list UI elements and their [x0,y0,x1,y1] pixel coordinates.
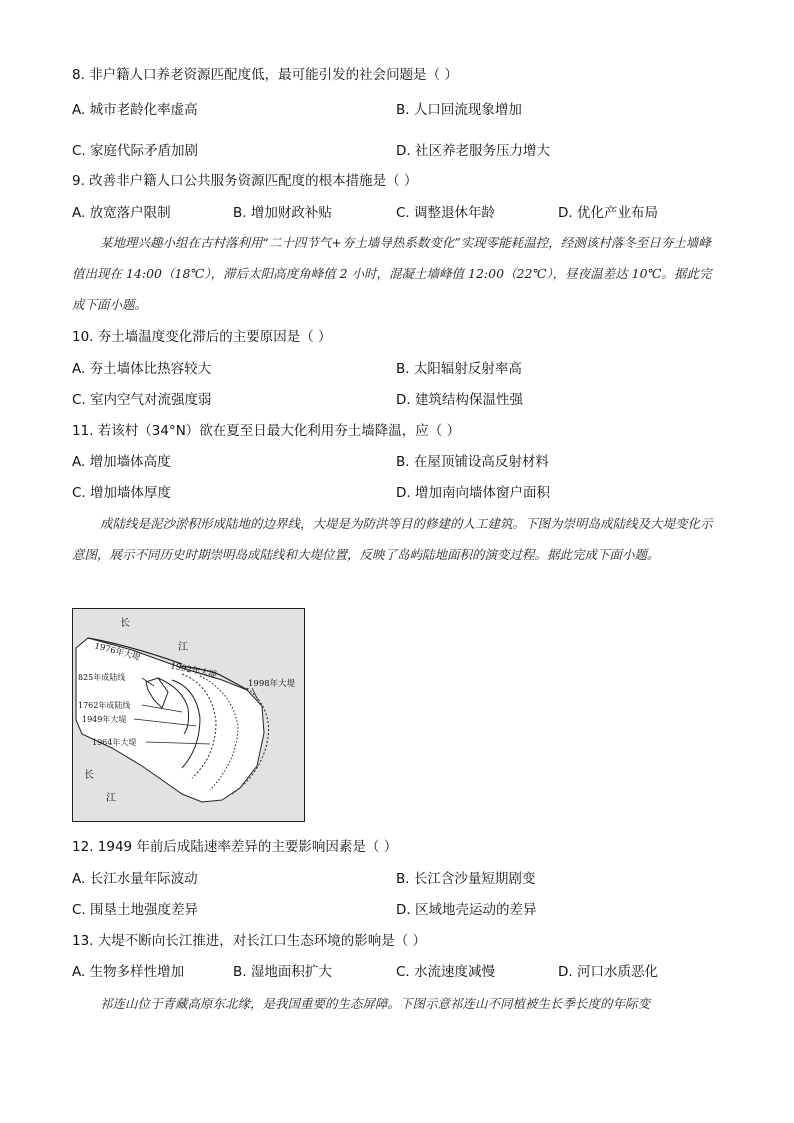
map-label-1992: 1992年大堤 [169,661,218,681]
q11-option-a: A. 增加墙体高度 [72,454,171,470]
map-river-top-2: 江 [178,642,188,653]
q11-option-d: D. 增加南向墙体窗户面积 [396,485,550,501]
q10-option-d: D. 建筑结构保温性强 [396,392,523,408]
q10-option-c: C. 室内空气对流强度弱 [72,392,212,408]
q13-option-a: A. 生物多样性增加 [72,964,185,980]
q12-option-a: A. 长江水量年际波动 [72,871,198,887]
map-label-825: 825年成陆线 [78,673,126,682]
question-8-stem: 8. 非户籍人口养老资源匹配度低，最可能引发的社会问题是（ ） [72,67,458,83]
question-9-stem: 9. 改善非户籍人口公共服务资源匹配度的根本措施是（ ） [72,173,418,189]
passage-chongming-island: 成陆线是泥沙淤积形成陆地的边界线，大堤是为防洪等目的修建的人工建筑。下图为崇明岛成陆线及大堤变化示意图，展示不同历史时期崇明岛成陆线和大堤位置，反映了岛屿陆地面积的演变过程。据此完成下面小题。 [72,516,713,562]
q8-option-d: D. 社区养老服务压力增大 [396,143,550,159]
question-11-stem: 11. 若该村（34°N）欲在夏至日最大化利用夯土墙降温，应（ ） [72,423,461,439]
chongming-island-map [72,608,305,822]
map-river-top-1: 长 [120,618,130,629]
question-13-stem: 13. 大堤不断向长江推进，对长江口生态环境的影响是（ ） [72,933,427,949]
q12-option-b: B. 长江含沙量短期剧变 [396,871,536,887]
q9-option-d: D. 优化产业布局 [558,205,658,221]
map-label-1998: 1998年大堤 [248,679,296,689]
map-label-1976: 1976年大堤 [93,641,142,664]
q8-option-b: B. 人口回流现象增加 [396,102,522,118]
passage-qilian-mountains: 祁连山位于青藏高原东北缘，是我国重要的生态屏障。下图示意祁连山不同植被生长季长度的年际变 [100,996,651,1011]
q13-option-c: C. 水流速度减慢 [396,964,496,980]
q9-option-c: C. 调整退休年龄 [396,205,496,221]
passage-village-rammed-earth: 某地理兴趣小组在古村落利用“二十四节气+夯土墙导热系数变化”实现零能耗温控，经测该村落冬至日夯土墙峰值出现在 14:00（18℃），滞后太阳高度角峰值 2 小时，混凝土墙峰值 12:00（22℃），昼夜温差达 10℃。据此完成下面小题。 [72,235,712,312]
q13-option-d: D. 河口水质恶化 [558,964,658,980]
map-river-bottom-2: 江 [106,793,116,804]
q11-option-c: C. 增加墙体厚度 [72,485,172,501]
map-label-1964: 1964年大堤 [92,738,137,747]
map-river-bottom-1: 长 [84,770,94,781]
q8-option-c: C. 家庭代际矛盾加剧 [72,143,199,159]
q10-option-b: B. 太阳辐射反射率高 [396,361,522,377]
q8-option-a: A. 城市老龄化率虚高 [72,102,198,118]
question-12-stem: 12. 1949 年前后成陆速率差异的主要影响因素是（ ） [72,839,398,855]
q10-option-a: A. 夯土墙体比热容较大 [72,361,212,377]
q11-option-b: B. 在屋顶铺设高反射材料 [396,454,549,470]
q9-option-a: A. 放宽落户限制 [72,205,171,221]
q9-option-b: B. 增加财政补贴 [233,205,332,221]
q13-option-b: B. 湿地面积扩大 [233,964,332,980]
map-label-1762: 1762年成陆线 [78,701,131,710]
q12-option-d: D. 区域地壳运动的差异 [396,902,537,918]
question-10-stem: 10. 夯土墙温度变化滞后的主要原因是（ ） [72,329,332,345]
map-label-1949: 1949年大堤 [82,715,127,724]
q12-option-c: C. 围垦土地强度差异 [72,902,199,918]
